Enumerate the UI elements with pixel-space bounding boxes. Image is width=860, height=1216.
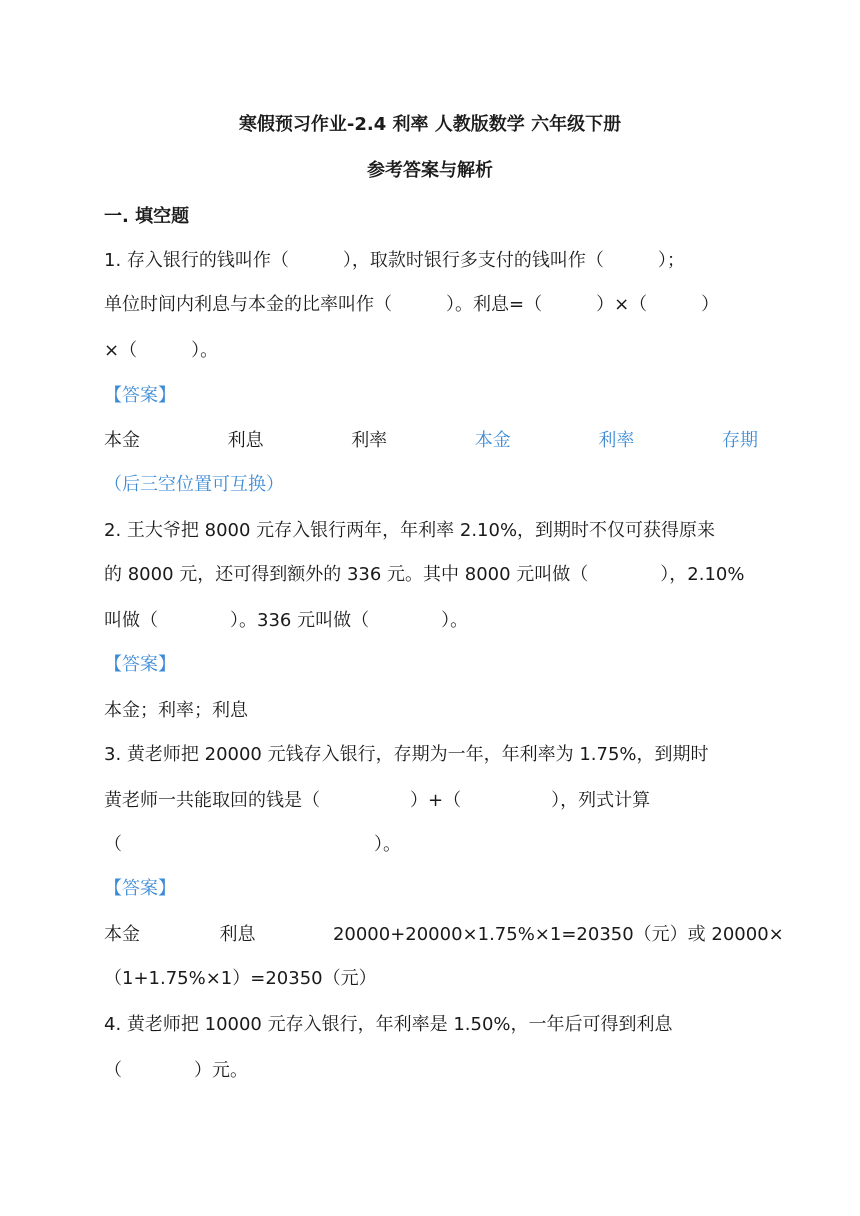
q3-answer-c: 20000+20000×1.75%×1=20350（元）或 20000×	[332, 924, 784, 945]
q3-answer-tag: 【答案】	[104, 878, 176, 899]
page-subtitle: 参考答案与解析	[367, 160, 493, 181]
q1-line-1: 1. 存入银行的钱叫作（ ），取款时银行多支付的钱叫作（ ）；	[104, 250, 685, 271]
q3-line-2: 黄老师一共能取回的钱是（ ）+（ ），列式计算	[104, 790, 651, 811]
q1-line-2: 单位时间内利息与本金的比率叫作（ ）。利息=（ ）×（ ）	[104, 294, 720, 315]
q1-answer-4: 本金	[474, 430, 511, 451]
section-heading: 一. 填空题	[104, 206, 190, 227]
q2-answer: 本金；利率；利息	[104, 700, 248, 721]
q1-answer-2: 利息	[227, 430, 264, 451]
q1-answer-1: 本金	[104, 430, 140, 451]
q1-answer-note: （后三空位置可互换）	[104, 474, 284, 495]
page-title: 寒假预习作业-2.4 利率 人教版数学 六年级下册	[238, 114, 622, 135]
q3-answer-row	[104, 922, 784, 948]
q3-answer-b: 利息	[219, 924, 256, 945]
q4-line-2: （ ）元。	[104, 1060, 248, 1081]
q1-answer-row	[104, 428, 758, 454]
q1-answer-5: 利率	[598, 430, 635, 451]
q2-line-1: 2. 王大爷把 8000 元存入银行两年，年利率 2.10%，到期时不仅可获得原来	[104, 520, 716, 541]
q1-answer-6: 存期	[721, 430, 758, 451]
q3-answer-d: （1+1.75%×1）=20350（元）	[104, 968, 377, 989]
q1-answer-3: 利率	[351, 430, 388, 451]
q4-line-1: 4. 黄老师把 10000 元存入银行，年利率是 1.50%，一年后可得到利息	[104, 1014, 673, 1035]
q3-line-1: 3. 黄老师把 20000 元钱存入银行，存期为一年，年利率为 1.75%，到期时	[104, 744, 709, 765]
q1-answer-tag: 【答案】	[104, 385, 176, 406]
q1-line-3: ×（ ）。	[104, 340, 219, 361]
q2-answer-tag: 【答案】	[104, 654, 176, 675]
q2-line-2: 的 8000 元，还可得到额外的 336 元。其中 8000 元叫做（ ），2.10%	[104, 564, 745, 585]
q3-line-3: （ ）。	[104, 834, 401, 855]
q3-answer-a: 本金	[104, 924, 140, 945]
q2-line-3: 叫做（ ）。336 元叫做（ ）。	[104, 610, 469, 631]
